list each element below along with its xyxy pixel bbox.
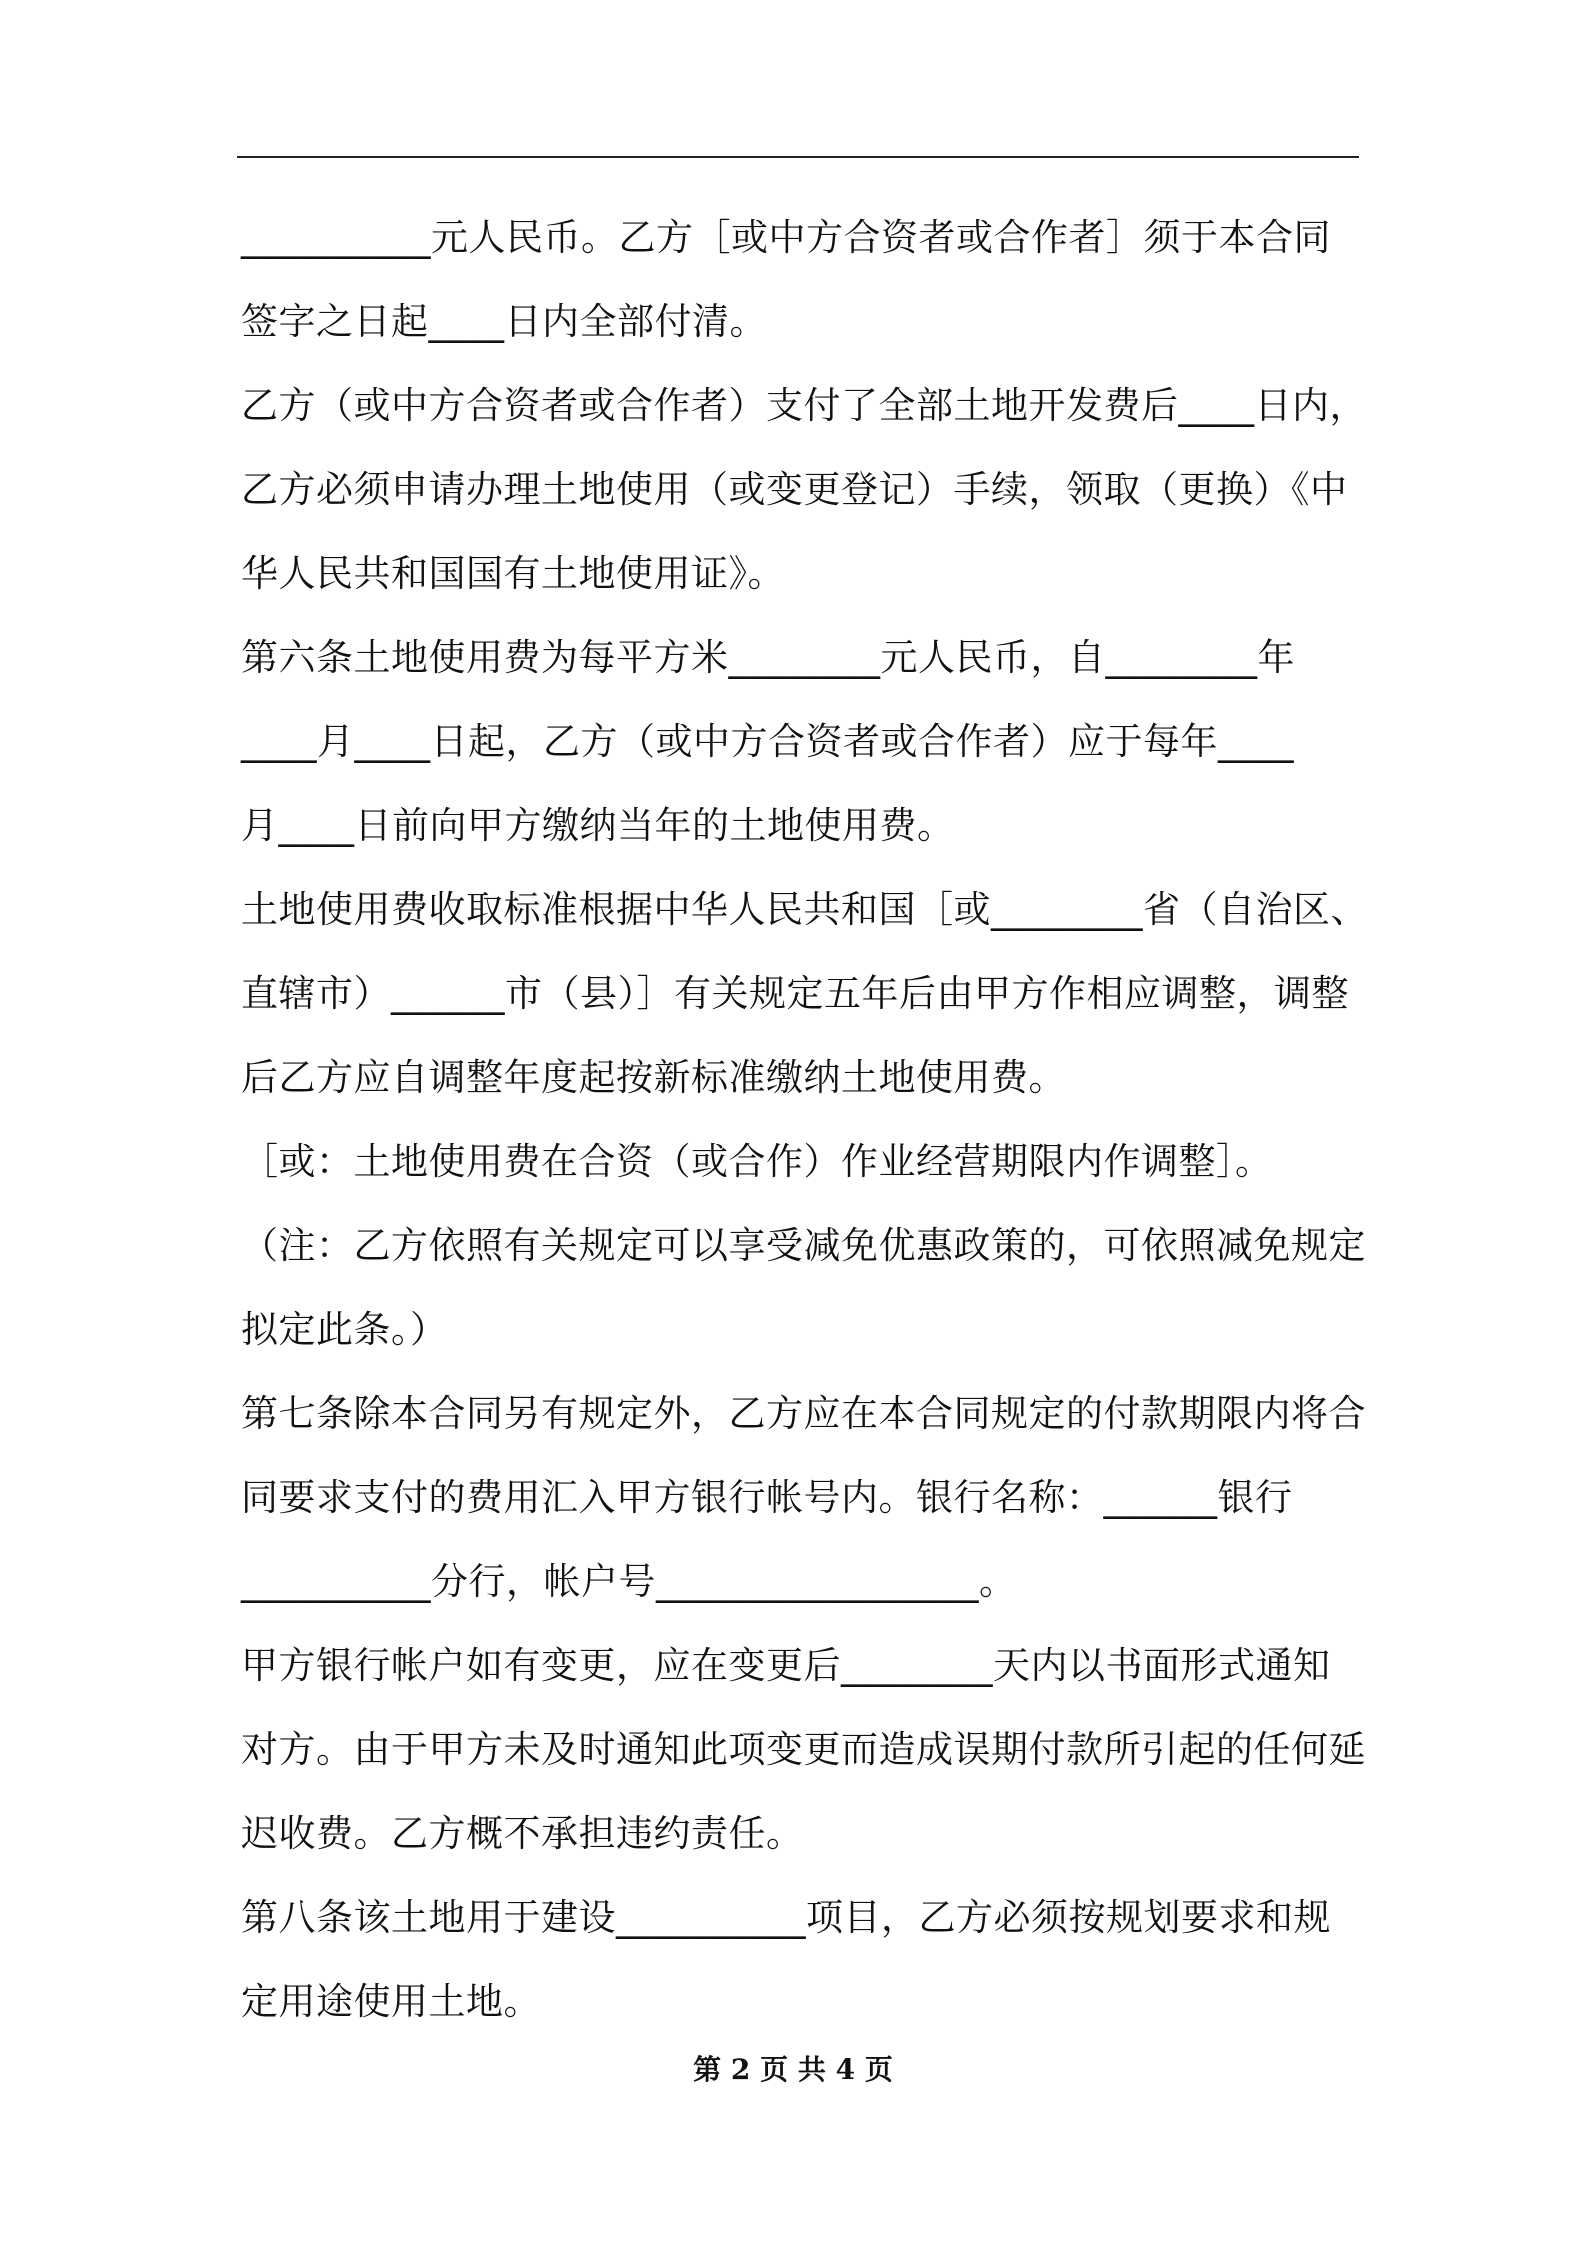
- text-line: ［或：土地使用费在合资（或合作）作业经营期限内作调整］。: [241, 1140, 1273, 1183]
- text-line: __________分行，帐户号_________________。: [241, 1560, 1017, 1603]
- text-line: 乙方必须申请办理土地使用（或变更登记）手续，领取（更换）《中: [241, 468, 1348, 511]
- text-line: 第八条该土地用于建设__________项目，乙方必须按规划要求和规: [241, 1896, 1331, 1939]
- text-line: 第六条土地使用费为每平方米________元人民币，自________年: [241, 636, 1295, 679]
- text-line: 拟定此条。）: [241, 1308, 448, 1351]
- document-body: [241, 196, 1371, 2044]
- header-rule: [237, 156, 1359, 158]
- text-line: 第七条除本合同另有规定外，乙方应在本合同规定的付款期限内将合: [241, 1392, 1366, 1435]
- text-line: 土地使用费收取标准根据中华人民共和国［或________省（自治区、: [241, 888, 1368, 931]
- text-line: 后乙方应自调整年度起按新标准缴纳土地使用费。: [241, 1056, 1066, 1099]
- text-line: 月____日前向甲方缴纳当年的土地使用费。: [241, 804, 955, 847]
- text-line: 甲方银行帐户如有变更，应在变更后________天内以书面形式通知: [241, 1644, 1331, 1687]
- text-line: 迟收费。乙方概不承担违约责任。: [241, 1812, 804, 1855]
- text-line: 对方。由于甲方未及时通知此项变更而造成误期付款所引起的任何延: [241, 1728, 1366, 1771]
- text-line: 定用途使用土地。: [241, 1980, 541, 2023]
- text-line: 直辖市）______市（县）］有关规定五年后由甲方作相应调整，调整: [241, 972, 1349, 1015]
- text-line: 乙方（或中方合资者或合作者）支付了全部土地开发费后____日内，: [241, 384, 1367, 427]
- text-line: 同要求支付的费用汇入甲方银行帐号内。银行名称：______银行: [241, 1476, 1293, 1519]
- page-number: 第 2 页 共 4 页: [693, 2053, 893, 2086]
- text-line: 华人民共和国国有土地使用证》。: [241, 552, 785, 595]
- text-line: （注：乙方依照有关规定可以享受减免优惠政策的，可依照减免规定: [241, 1224, 1366, 1267]
- text-line: 签字之日起____日内全部付清。: [241, 300, 767, 343]
- text-line: __________元人民币。乙方［或中方合资者或合作者］须于本合同: [241, 216, 1331, 259]
- text-line: ____月____日起，乙方（或中方合资者或合作者）应于每年____: [241, 720, 1294, 763]
